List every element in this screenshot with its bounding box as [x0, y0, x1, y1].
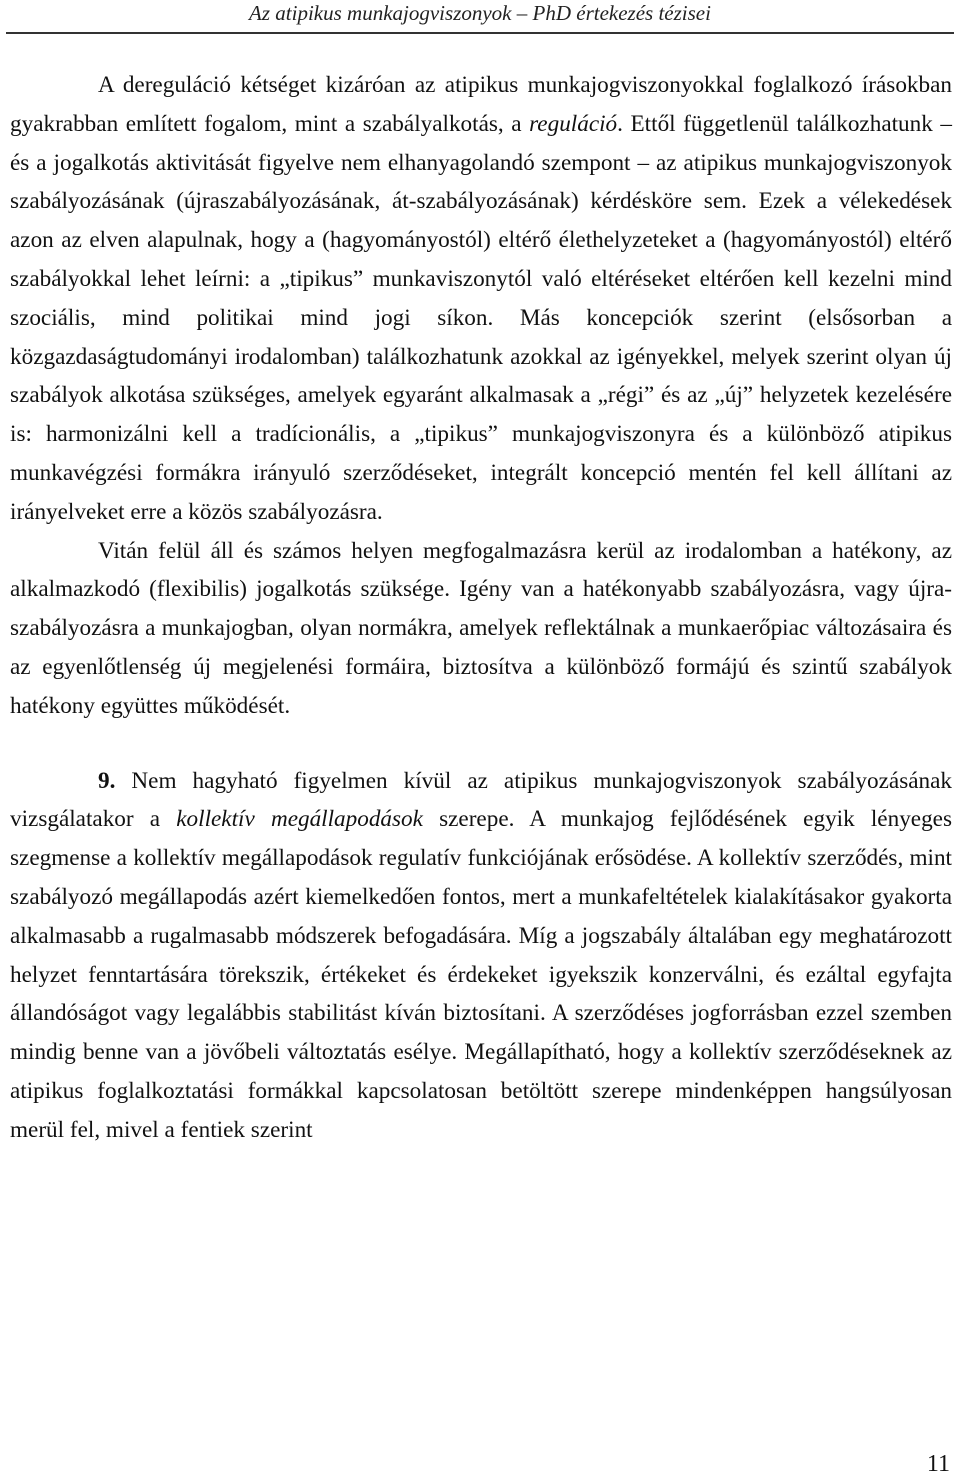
paragraph-text: szerepe. A munkajog fejlődésének egyik lényeges szegmense a kollektív megállapodások regulatív funkciójának erősödése. A kollektív szerződés, mint szabályozó megállapodás azért kiemelkedően fontos, mert a munkafeltételek kialakításakor gyakorta alkalmasabb a rugalmasabb módszerek befogadására. Míg a jogszabály általában egy meghatározott helyzet fenntartására törekszik, értékeket és érdekeket igyekszik konzerválni, és ezáltal egyfajta állandóságot vagy legalábbis stabilitást kíván biztosítani. A szerződéses jogforrásban ezzel szemben mindig benne van a jövőbeli változtatás esélye. Megállapítható, hogy a kollektív szerződéseknek az atipikus foglalkoztatási formákkal kapcsolatosan betöltött szerepe mindenképpen hangsúlyosan merül fel, mivel a fentiek szerint [10, 806, 952, 1143]
paragraph-text: A dereguláció kétséget kizáróan az atipikus munkajogviszonyokkal foglalkozó írásokban gyakrabban említett fogalom, mint a szabályalkotás, a [10, 72, 952, 137]
paragraph-text: . Ettől függetlenül találkozhatunk – és a jogalkotás aktivitását figyelve nem elhanyagolandó szempont – az atipikus munkajogviszonyok szabályozásának (újraszabályozásának, át-szabályozásának) kérdésköre sem. Ezek a vélekedések azon az elven alapulnak, hogy a (hagyományostól) eltérő élethelyzeteket a (hagyományostól) eltérő szabályokkal lehet leírni: a „tipikus” munkaviszonytól való eltéréseket eltérően kell kezelni mind szociális, mind politikai mind jogi síkon. Más koncepciók szerint (elsősorban a közgazdaságtudományi irodalomban) találkozhatunk azokkal az igényekkel, melyek szerint olyan új szabályok alkotása szükséges, amelyek egyaránt alkalmasak a „régi” és az „új” helyzetek kezelésére is: harmonizálni kell a tradícionális, a „tipikus” munkajogviszonyra és a különböző atipikus munkavégzési formákra irányuló szerződéseket, integrált koncepció mentén fel kell állítani az irányelveket erre a közös szabályozásra. [10, 110, 952, 525]
italic-term-kollektiv: kollektív megállapodások [176, 806, 423, 833]
paragraph-text: Nem hagyható figyelmen kívül az atipikus munkajogviszonyok szabályozásának vizsgálatakor a [10, 767, 952, 833]
thesis-number: 9. [98, 767, 116, 794]
page-number: 11 [926, 1451, 950, 1477]
running-header: Az atipikus munkajogviszonyok – PhD értekezés tézisei [249, 1, 711, 25]
italic-term-regulacio: reguláció [529, 110, 618, 137]
header-divider [6, 32, 954, 34]
paragraph-collective-agreements [10, 762, 952, 1150]
paragraph-text: Vitán felül áll és számos helyen megfogalmazásra kerül az irodalomban a hatékony, az alkalmazkodó (flexibilis) jogalkotás szüksége. Igény van a hatékonyabb szabályozásra, vagy újra-szabályozásra a munkajogban, olyan normákra, amelyek reflektálnak a munkaerőpiac változásaira és az egyenlőtlenség új megjelenési formáira, biztosítva a különböző formájú és szintű szabályok hatékony együttes működését. [10, 537, 952, 719]
document-body [10, 66, 952, 1150]
paragraph-deregulation [10, 66, 952, 532]
paragraph-flexible-legislation [10, 532, 952, 726]
